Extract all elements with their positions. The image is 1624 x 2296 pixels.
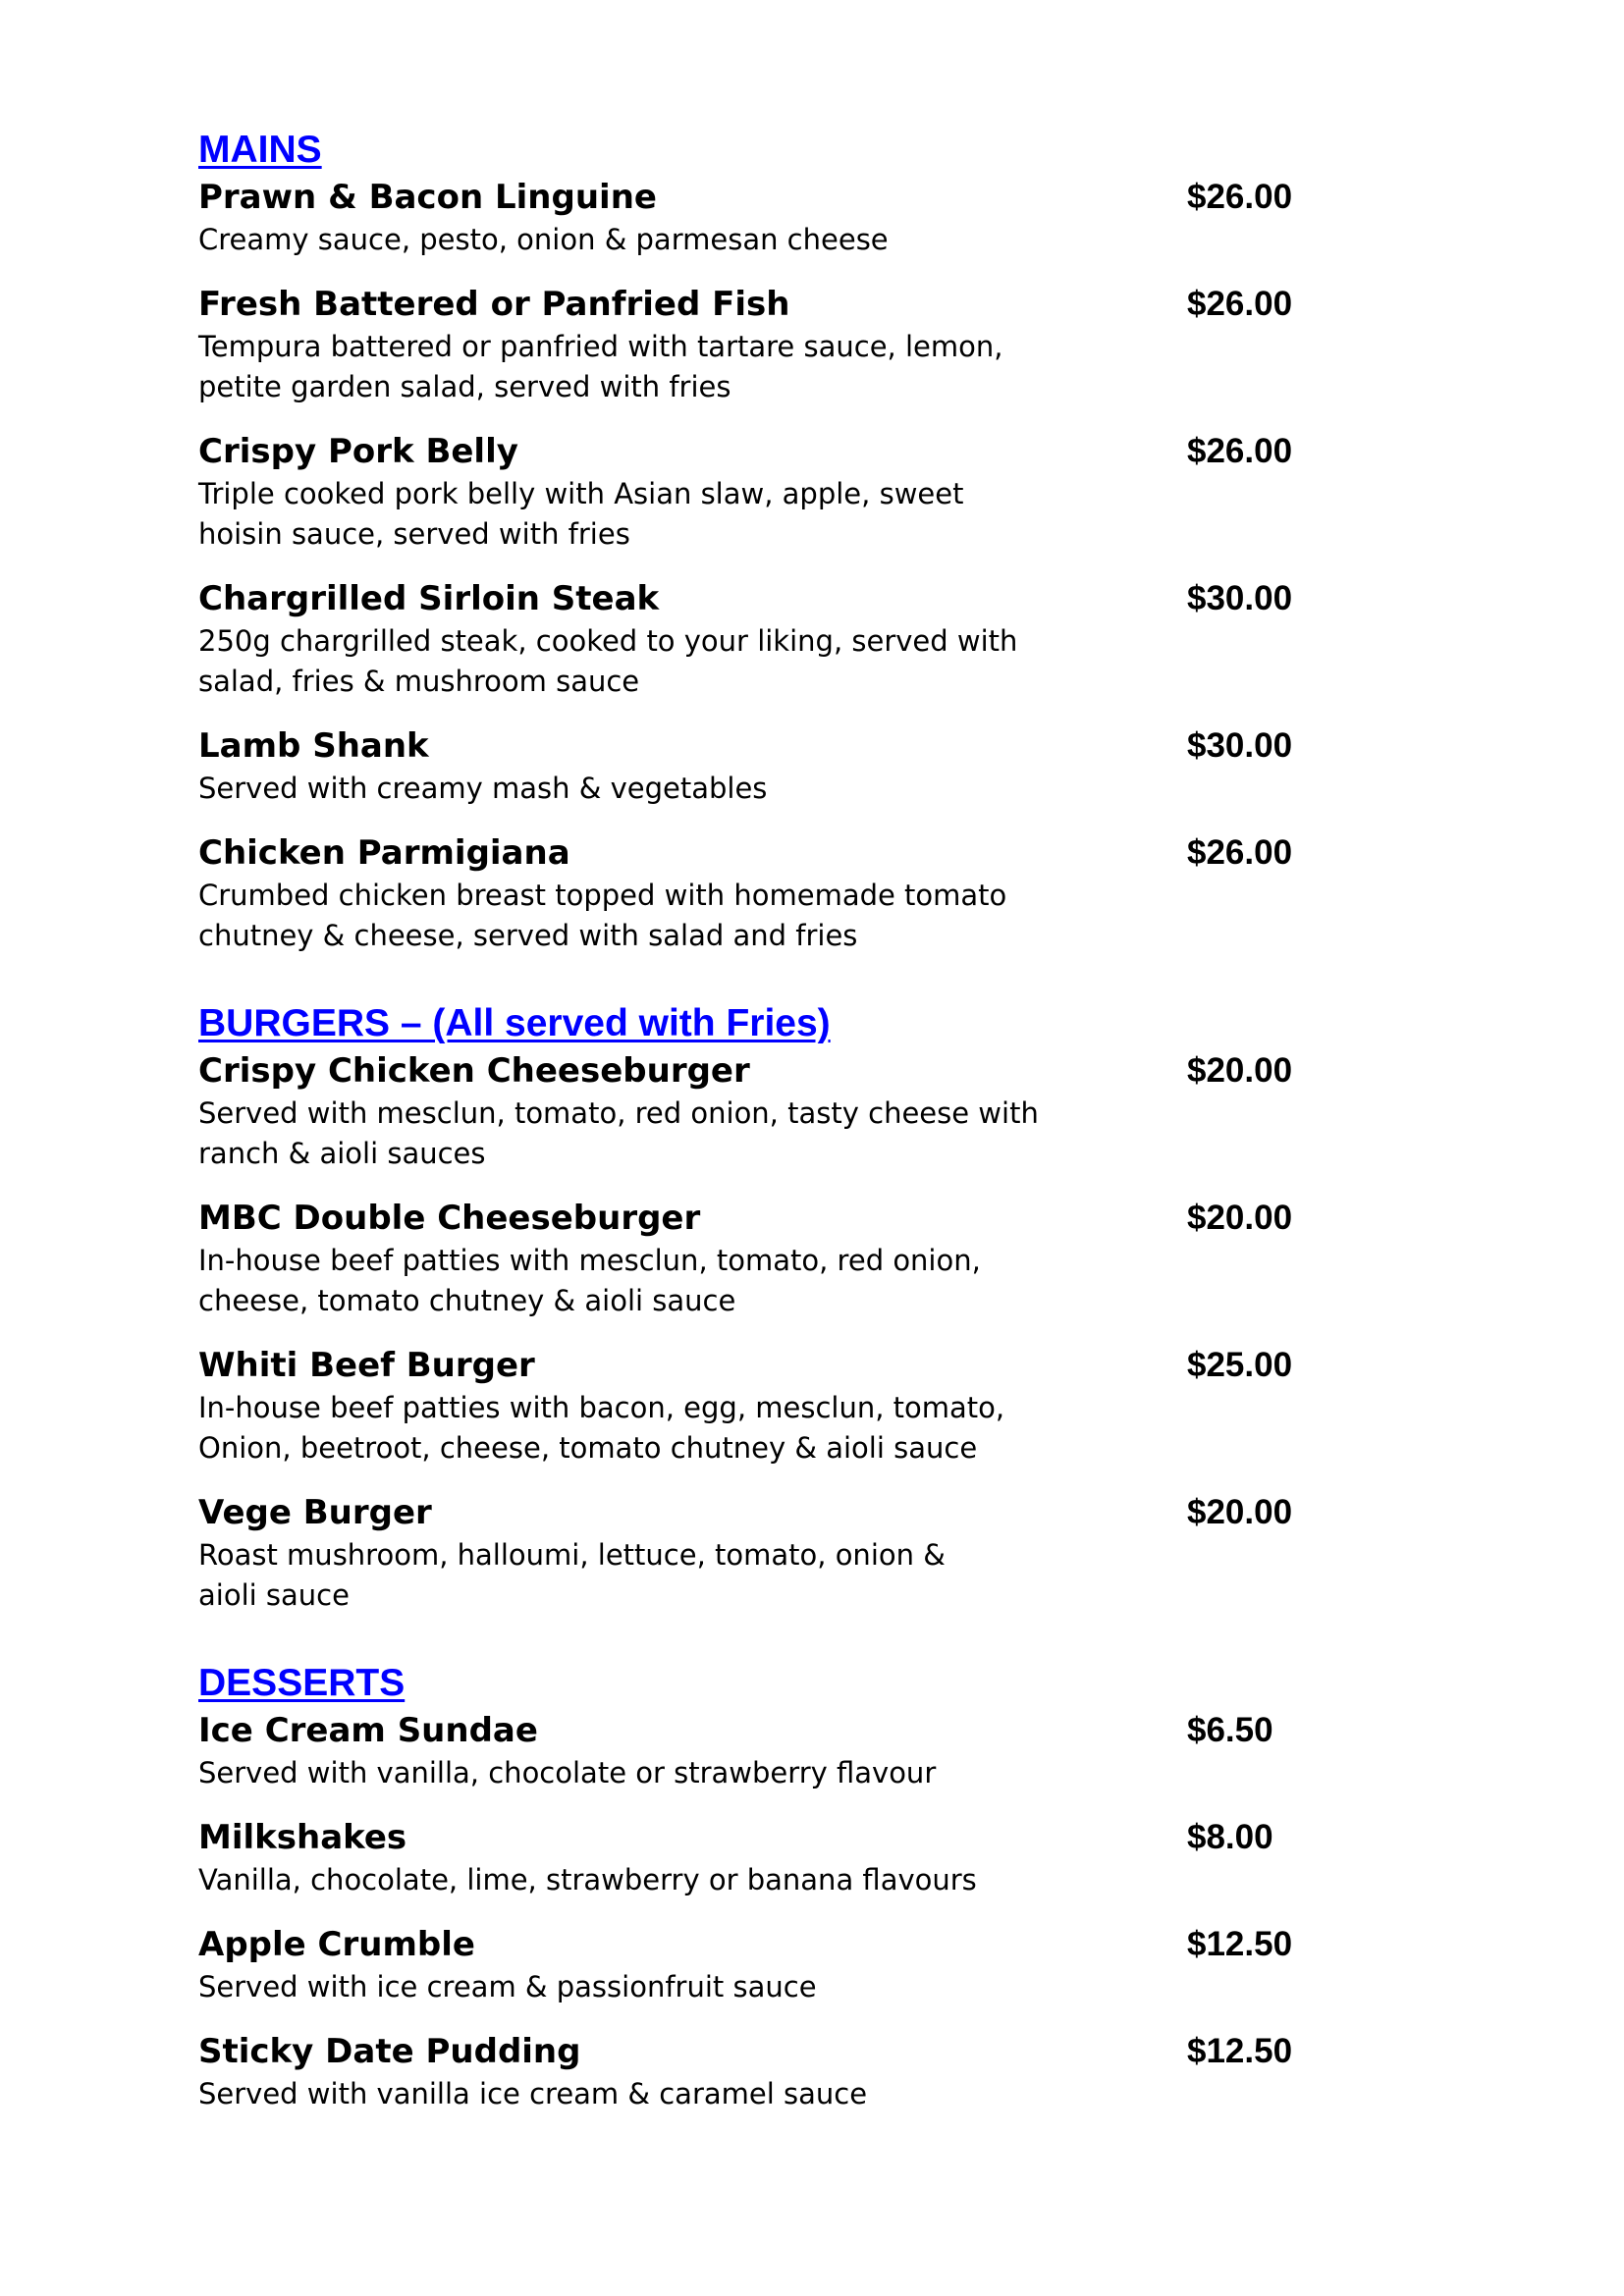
item-description: 250g chargrilled steak, cooked to your liking, served with salad, fries & mushroom sauce bbox=[198, 624, 1018, 698]
menu-item bbox=[198, 723, 1337, 809]
section-heading-burgers: BURGERS – (All served with Fries) bbox=[198, 1002, 831, 1044]
section-heading-desserts: DESSERTS bbox=[198, 1662, 406, 1704]
section-burgers bbox=[198, 1001, 1337, 1616]
item-description: Roast mushroom, halloumi, lettuce, tomato, onion & aioli sauce bbox=[198, 1538, 946, 1612]
item-name: Vege Burger bbox=[198, 1493, 432, 1532]
item-description: Crumbed chicken breast topped with homemade tomato chutney & cheese, served with salad and fries bbox=[198, 879, 1007, 952]
menu-item bbox=[198, 175, 1337, 260]
item-price: $6.50 bbox=[1187, 1711, 1273, 1749]
item-name: Crispy Pork Belly bbox=[198, 432, 518, 471]
item-name: Apple Crumble bbox=[198, 1925, 475, 1964]
item-price: $20.00 bbox=[1187, 1051, 1293, 1090]
section-desserts bbox=[198, 1661, 1337, 2114]
item-price: $25.00 bbox=[1187, 1346, 1293, 1384]
item-price: $26.00 bbox=[1187, 833, 1293, 872]
menu-item bbox=[198, 830, 1337, 956]
section-heading-mains: MAINS bbox=[198, 129, 322, 171]
menu-item bbox=[198, 282, 1337, 407]
menu-item bbox=[198, 576, 1337, 702]
item-name: Sticky Date Pudding bbox=[198, 2032, 581, 2071]
item-price: $30.00 bbox=[1187, 579, 1293, 617]
item-description: Triple cooked pork belly with Asian slaw, apple, sweet hoisin sauce, served with fries bbox=[198, 477, 964, 551]
item-name: Milkshakes bbox=[198, 1818, 407, 1857]
menu-item bbox=[198, 1048, 1337, 1174]
item-description: Served with vanilla ice cream & caramel sauce bbox=[198, 2077, 868, 2110]
menu-item bbox=[198, 429, 1337, 555]
menu-item bbox=[198, 1490, 1337, 1616]
item-price: $8.00 bbox=[1187, 1818, 1273, 1856]
item-description: Served with creamy mash & vegetables bbox=[198, 772, 768, 805]
item-price: $30.00 bbox=[1187, 726, 1293, 765]
item-name: Chargrilled Sirloin Steak bbox=[198, 579, 660, 618]
item-name: Whiti Beef Burger bbox=[198, 1346, 535, 1385]
item-description: Creamy sauce, pesto, onion & parmesan cheese bbox=[198, 223, 889, 256]
item-price: $12.50 bbox=[1187, 1925, 1293, 1963]
menu-item bbox=[198, 1922, 1337, 2007]
item-name: Crispy Chicken Cheeseburger bbox=[198, 1051, 750, 1091]
item-description: In-house beef patties with mesclun, tomato, red onion, cheese, tomato chutney & aioli sauce bbox=[198, 1244, 981, 1317]
item-description: In-house beef patties with bacon, egg, mesclun, tomato, Onion, beetroot, cheese, tomato chutney & aioli sauce bbox=[198, 1391, 1005, 1465]
item-name: MBC Double Cheeseburger bbox=[198, 1199, 701, 1238]
item-price: $12.50 bbox=[1187, 2032, 1293, 2070]
item-description: Vanilla, chocolate, lime, strawberry or banana flavours bbox=[198, 1863, 977, 1896]
item-price: $26.00 bbox=[1187, 285, 1293, 323]
item-price: $26.00 bbox=[1187, 432, 1293, 470]
item-description: Served with mesclun, tomato, red onion, tasty cheese with ranch & aioli sauces bbox=[198, 1096, 1039, 1170]
menu-item bbox=[198, 1343, 1337, 1468]
item-price: $20.00 bbox=[1187, 1493, 1293, 1531]
menu-page bbox=[198, 128, 1337, 2114]
menu-item bbox=[198, 1815, 1337, 1900]
item-price: $20.00 bbox=[1187, 1199, 1293, 1237]
item-name: Ice Cream Sundae bbox=[198, 1711, 538, 1750]
item-name: Fresh Battered or Panfried Fish bbox=[198, 285, 790, 324]
item-description: Served with vanilla, chocolate or strawberry flavour bbox=[198, 1756, 937, 1789]
item-name: Lamb Shank bbox=[198, 726, 429, 766]
item-name: Prawn & Bacon Linguine bbox=[198, 178, 657, 217]
menu-item bbox=[198, 1708, 1337, 1793]
item-price: $26.00 bbox=[1187, 178, 1293, 216]
item-description: Served with ice cream & passionfruit sauce bbox=[198, 1970, 817, 2003]
section-mains bbox=[198, 128, 1337, 956]
menu-item bbox=[198, 1196, 1337, 1321]
item-description: Tempura battered or panfried with tartare sauce, lemon, petite garden salad, served with fries bbox=[198, 330, 1003, 403]
item-name: Chicken Parmigiana bbox=[198, 833, 570, 873]
menu-item bbox=[198, 2029, 1337, 2114]
